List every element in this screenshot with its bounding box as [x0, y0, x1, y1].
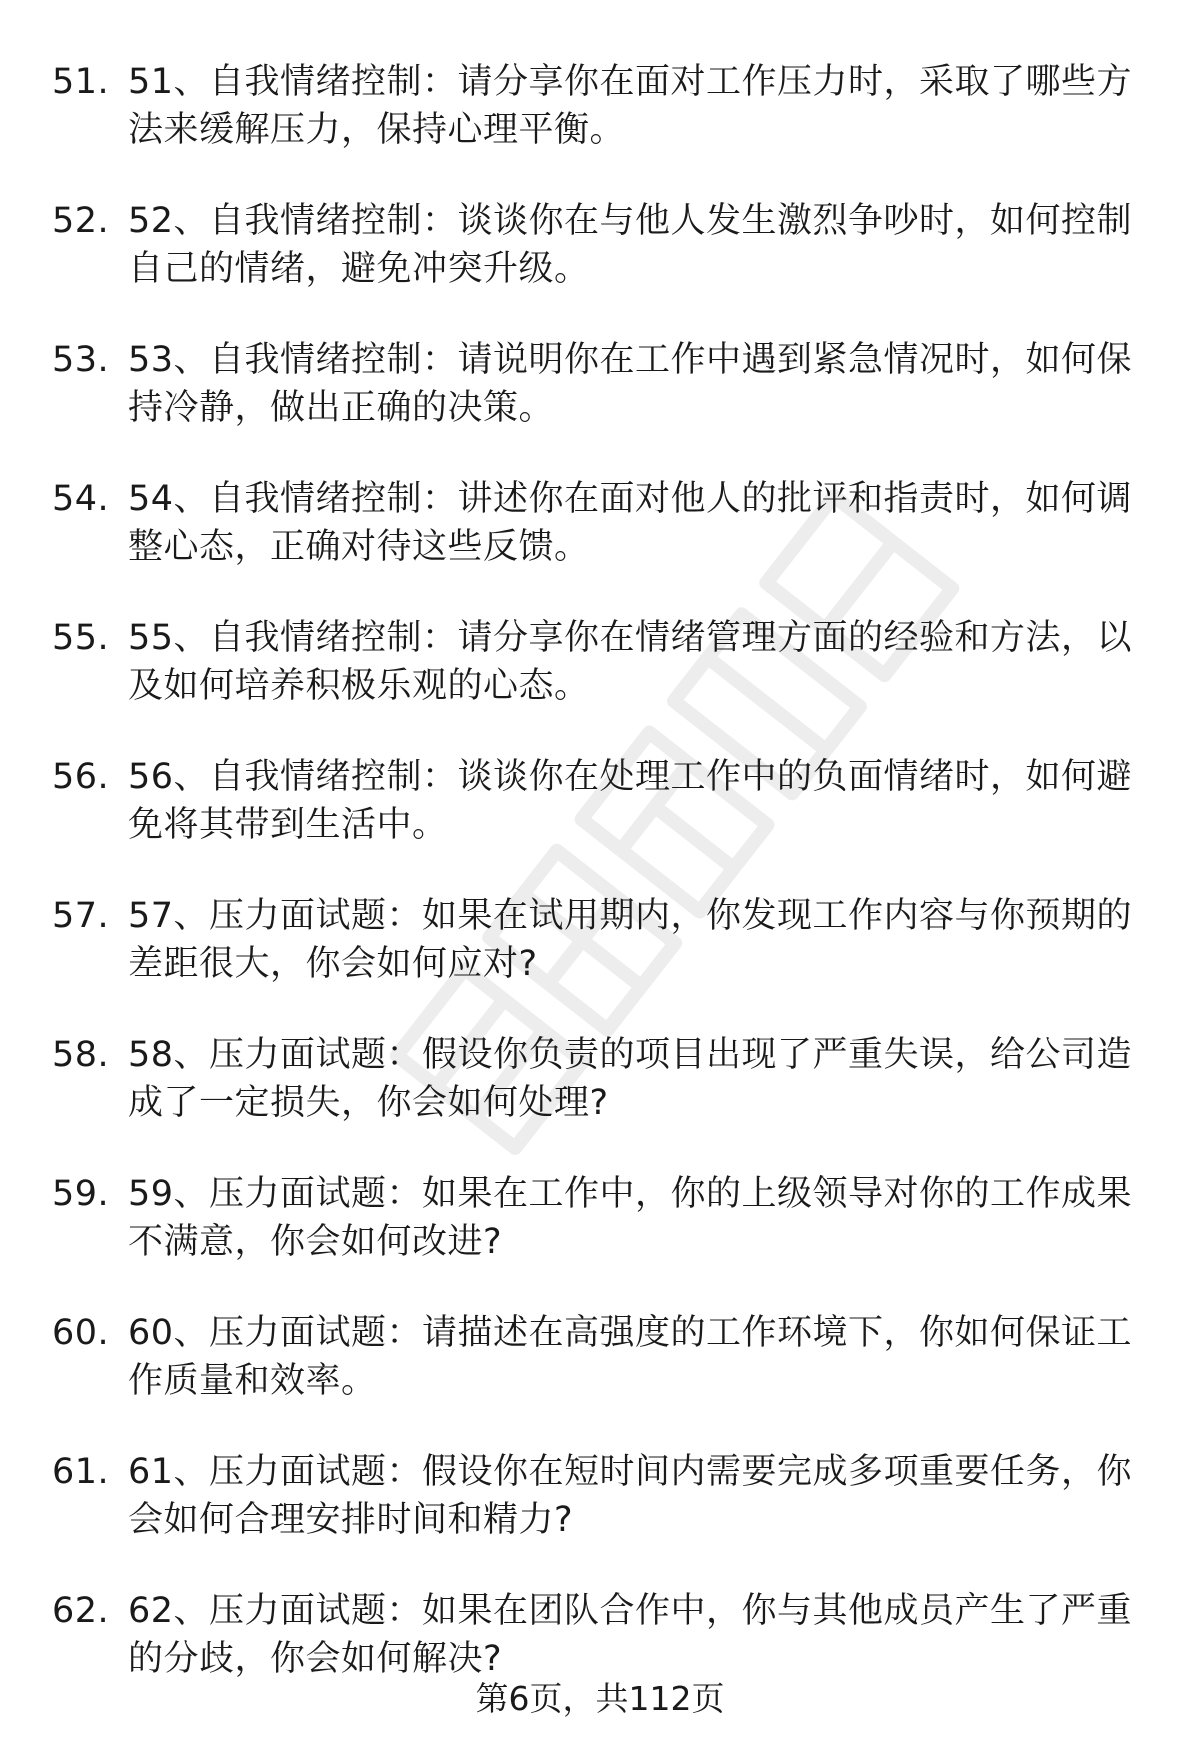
page-number: 第6页，共112页: [475, 1679, 725, 1718]
list-item: [52, 336, 1152, 432]
item-text: 59、压力面试题：如果在工作中，你的上级领导对你的工作成果不满意，你会如何改进?: [128, 1174, 1133, 1262]
list-item: [52, 1587, 1152, 1683]
item-number: 56.: [52, 757, 110, 797]
item-number: 55.: [52, 618, 110, 658]
list-item: [52, 475, 1152, 571]
item-text: 60、压力面试题：请描述在高强度的工作环境下，你如何保证工作质量和效率。: [128, 1313, 1133, 1401]
item-number: 52.: [52, 201, 110, 241]
item-text: 56、自我情绪控制：谈谈你在处理工作中的负面情绪时，如何避免将其带到生活中。: [128, 757, 1133, 845]
item-text: 62、压力面试题：如果在团队合作中，你与其他成员产生了严重的分歧，你会如何解决?: [128, 1591, 1133, 1679]
list-item: [52, 614, 1152, 710]
item-text: 53、自我情绪控制：请说明你在工作中遇到紧急情况时，如何保持冷静，做出正确的决策。: [128, 340, 1133, 428]
item-number: 51.: [52, 62, 110, 102]
item-number: 53.: [52, 340, 110, 380]
item-number: 60.: [52, 1313, 110, 1353]
item-number: 57.: [52, 896, 110, 936]
list-item: [52, 1170, 1152, 1266]
list-item: [52, 1031, 1152, 1127]
item-text: 51、自我情绪控制：请分享你在面对工作压力时，采取了哪些方法来缓解压力，保持心理平衡。: [128, 62, 1133, 150]
item-text: 58、压力面试题：假设你负责的项目出现了严重失误，给公司造成了一定损失，你会如何处理?: [128, 1035, 1133, 1123]
item-number: 62.: [52, 1591, 110, 1631]
item-number: 61.: [52, 1452, 110, 1492]
item-number: 59.: [52, 1174, 110, 1214]
list-item: [52, 1309, 1152, 1405]
list-item: [52, 58, 1152, 154]
question-list: [52, 58, 1152, 1726]
list-item: [52, 197, 1152, 293]
list-item: [52, 892, 1152, 988]
item-number: 58.: [52, 1035, 110, 1075]
item-text: 61、压力面试题：假设你在短时间内需要完成多项重要任务，你会如何合理安排时间和精力?: [128, 1452, 1133, 1540]
list-item: [52, 753, 1152, 849]
item-text: 55、自我情绪控制：请分享你在情绪管理方面的经验和方法，以及如何培养积极乐观的心态。: [128, 618, 1133, 706]
item-number: 54.: [52, 479, 110, 519]
item-text: 54、自我情绪控制：讲述你在面对他人的批评和指责时，如何调整心态，正确对待这些反馈。: [128, 479, 1133, 567]
list-item: [52, 1448, 1152, 1544]
item-text: 57、压力面试题：如果在试用期内，你发现工作内容与你预期的差距很大，你会如何应对?: [128, 896, 1133, 984]
item-text: 52、自我情绪控制：谈谈你在与他人发生激烈争吵时，如何控制自己的情绪，避免冲突升级。: [128, 201, 1133, 289]
